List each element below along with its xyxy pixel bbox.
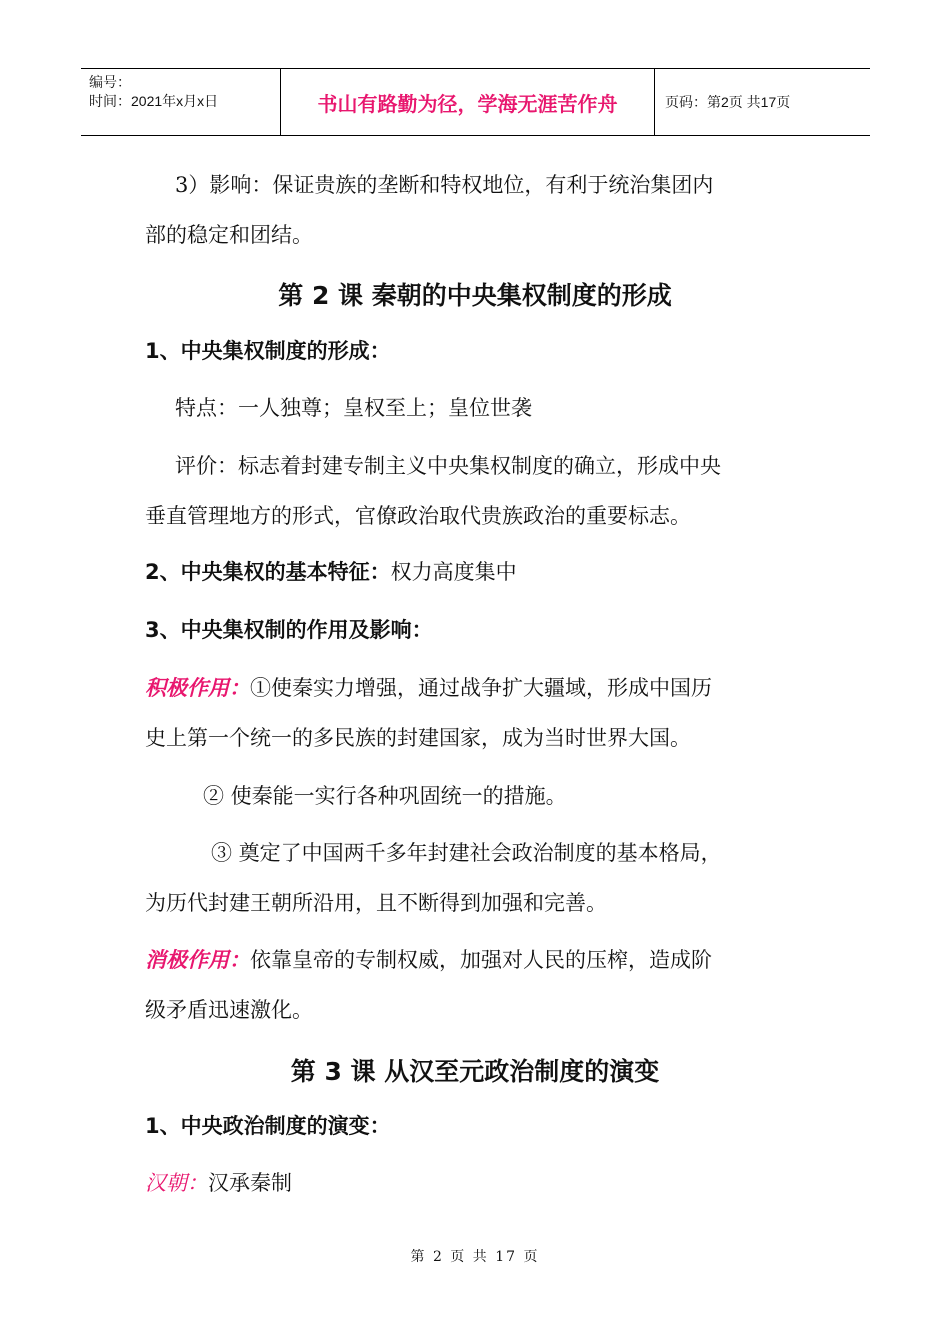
negative-text-1: 依靠皇帝的专制权威，加强对人民的压榨，造成阶 bbox=[250, 948, 712, 972]
negative-line-1 bbox=[145, 945, 712, 975]
lesson3-section1-heading: 1、中央政治制度的演变： bbox=[145, 1114, 391, 1138]
negative-line-2: 级矛盾迅速激化。 bbox=[145, 998, 313, 1022]
positive-item-2: ② 使秦能一实行各种巩固统一的措施。 bbox=[203, 784, 567, 808]
lesson2-title: 第 2 课 秦朝的中央集权制度的形成 bbox=[278, 281, 672, 310]
header-motto: 书山有路勤为径，学海无涯苦作舟 bbox=[281, 69, 655, 135]
han-line bbox=[145, 1168, 292, 1198]
section3-heading: 3、中央集权制的作用及影响： bbox=[145, 618, 433, 642]
evaluation-line-2: 垂直管理地方的形式，官僚政治取代贵族政治的重要标志。 bbox=[145, 504, 691, 528]
han-text: 汉承秦制 bbox=[208, 1171, 292, 1195]
positive-item-3-line-2: 为历代封建王朝所沿用，且不断得到加强和完善。 bbox=[145, 891, 607, 915]
han-label: 汉朝： bbox=[145, 1171, 208, 1195]
positive-line-2: 史上第一个统一的多民族的封建国家，成为当时世界大国。 bbox=[145, 726, 691, 750]
lesson3-title: 第 3 课 从汉至元政治制度的演变 bbox=[290, 1057, 660, 1086]
negative-label: 消极作用： bbox=[145, 948, 250, 972]
positive-text-1: ①使秦实力增强，通过战争扩大疆域，形成中国历 bbox=[250, 676, 712, 700]
header-table bbox=[81, 68, 870, 136]
section2-text: 权力高度集中 bbox=[390, 560, 517, 584]
serial-label: 编号： bbox=[89, 74, 131, 90]
impact-line-1: 3）影响：保证贵族的垄断和特权地位，有利于统治集团内 bbox=[175, 173, 714, 197]
features-line: 特点：一人独尊；皇权至上；皇位世袭 bbox=[175, 396, 532, 420]
header-meta bbox=[81, 69, 281, 135]
section2-heading: 2、中央集权的基本特征： bbox=[145, 560, 391, 584]
page-footer: 第 2 页 共 17 页 bbox=[410, 1249, 540, 1265]
time-label: 时间：2021年x月x日 bbox=[89, 93, 219, 109]
header-page-info: 页码：第2页 共17页 bbox=[665, 94, 791, 110]
positive-item-3-line-1: ③ 奠定了中国两千多年封建社会政治制度的基本格局， bbox=[211, 841, 722, 865]
positive-label: 积极作用： bbox=[145, 676, 250, 700]
section2-line bbox=[145, 557, 517, 587]
evaluation-line-1: 评价：标志着封建专制主义中央集权制度的确立，形成中央 bbox=[175, 454, 721, 478]
impact-line-2: 部的稳定和团结。 bbox=[145, 223, 313, 247]
positive-line-1 bbox=[145, 673, 712, 703]
section1-heading: 1、中央集权制度的形成： bbox=[145, 339, 391, 363]
